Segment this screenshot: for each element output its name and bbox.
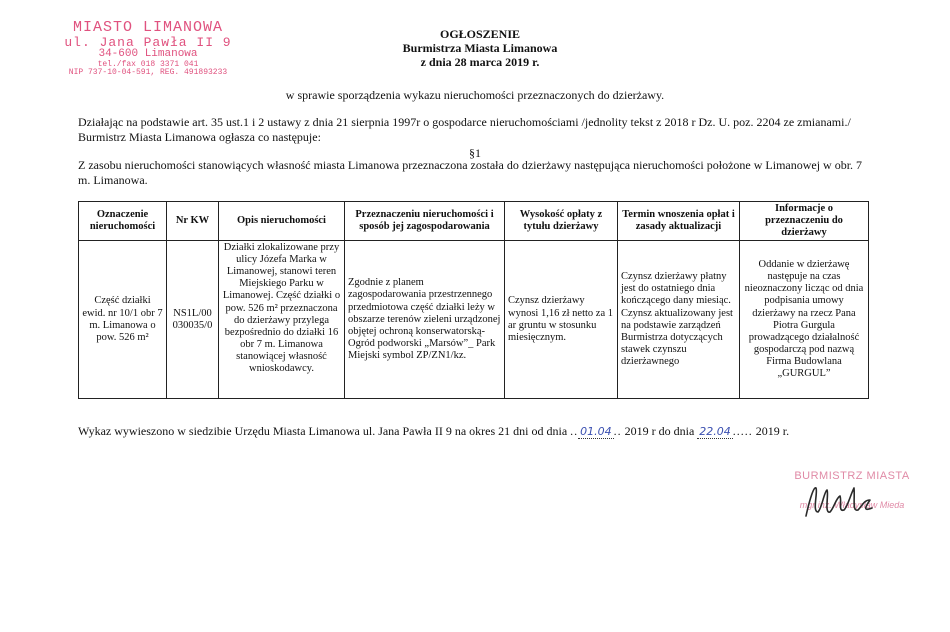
stamp-nip: NIP 737-10-04-591, REG. 491893233 bbox=[68, 68, 228, 78]
posting-date-to: 22.04 bbox=[699, 425, 731, 438]
document-date: z dnia 28 marca 2019 r. bbox=[420, 54, 540, 69]
header-terms: Termin wnoszenia opłat i zasady aktualizacji bbox=[618, 202, 740, 241]
stamp-zip: 34-600 Limanowa bbox=[98, 48, 198, 61]
cell-description: Działki zlokalizowane przy ulicy Józefa Marka w Limanowej, stanowi teren Miejskiego Parku w Limanowej. Część działki o pow. 526 m² przeznaczona do dzierżawy przylega bezpośrednio do działki 16 obr 7 m. Limanowa stanowiącej własność wnioskodawcy. bbox=[219, 241, 345, 399]
document-subject: w sprawie sporządzenia wykazu nieruchomości przeznaczonych do dzierżawy. bbox=[285, 88, 665, 102]
header-description: Opis nieruchomości bbox=[219, 202, 345, 241]
header-fee: Wysokość opłaty z tytułu dzierżawy bbox=[505, 202, 618, 241]
posting-text-after: 2019 r. bbox=[755, 424, 790, 438]
mayor-name: mgr inż. Władysław Mieda bbox=[799, 500, 905, 510]
header-purpose: Przeznaczeniu nieruchomości i sposób jej zagospodarowania bbox=[345, 202, 505, 241]
stamp-street: ul. Jana Pawła II 9 bbox=[64, 34, 232, 50]
cell-terms: Czynsz dzierżawy płatny jest do ostatniego dnia kończącego dany miesiąc. Czynsz aktualizowany jest na podstawie zarządzeń Burmistrza dotyczących stawek czynszu dzierżawnego bbox=[618, 241, 740, 399]
section-sign: §1 bbox=[469, 146, 481, 160]
document-title: OGŁOSZENIE bbox=[439, 27, 521, 41]
stamp-phone: tel./fax 018 3371 041 bbox=[97, 59, 199, 69]
posting-text-before: Wykaz wywieszono w siedzibie Urzędu Miasta Limanowa ul. Jana Pawła II 9 na okres 21 dni od dnia bbox=[78, 424, 568, 438]
posting-note: Wykaz wywieszono w siedzibie Urzędu Miasta Limanowa ul. Jana Pawła II 9 na okres 21 dni od dnia .. 01.04 .. 2019 r do dnia 22.04 ..... 2019 r. bbox=[78, 424, 790, 438]
intro-paragraph: Działając na podstawie art. 35 ust.1 i 2 ustawy z dnia 21 sierpnia 1997r o gospodarce nieruchomościami /jednolity tekst z 2018 r Dz. U. poz. 2204 ze zmianami./ Burmistrz Miasta Limanowa ogłasza co następuje: bbox=[78, 115, 851, 144]
document-header bbox=[330, 28, 630, 69]
cell-designation: Część działki ewid. nr 10/1 obr 7 m. Limanowa o pow. 526 m² bbox=[79, 241, 167, 399]
section-paragraph: Z zasobu nieruchomości stanowiących własność miasta Limanowa przeznaczona została do dzierżawy następująca nieruchomości położone w Limanowej w obr. 7 m. Limanowa. bbox=[78, 158, 863, 187]
cell-kw: NS1L/00 030035/0 bbox=[167, 241, 219, 399]
cell-info: Oddanie w dzierżawę następuje na czas nieoznaczony licząc od dnia podpisania umowy dzierżawy na rzecz Pana Piotra Gurgula prowadzącego działalność gospodarczą pod nazwą Firma Budowlana „GURGUL” bbox=[740, 241, 869, 399]
cell-purpose: Zgodnie z planem zagospodarowania przestrzennego przedmiotowa część działki leży w obszarze terenów zieleni urządzonej objętej ochroną konserwatorską- Ogród podworski „Marsów”_ Park Miejski symbol ZP/ZN1/kz. bbox=[345, 241, 505, 399]
posting-date-from: 01.04 bbox=[580, 425, 612, 438]
mayor-role: BURMISTRZ MIASTA bbox=[794, 470, 910, 482]
city-stamp bbox=[58, 20, 238, 78]
document-issuer: Burmistrza Miasta Limanowa bbox=[402, 40, 558, 55]
signature-mark bbox=[800, 478, 880, 523]
table-row bbox=[79, 241, 869, 399]
posting-text-middle: 2019 r do dnia bbox=[624, 424, 695, 438]
cell-fee: Czynsz dzierżawy wynosi 1,16 zł netto za 1 ar gruntu w stosunku miesięcznym. bbox=[505, 241, 618, 399]
header-designation: Oznaczenie nieruchomości bbox=[79, 202, 167, 241]
stamp-city: MIASTO LIMANOWA bbox=[72, 19, 224, 36]
property-table bbox=[78, 201, 869, 399]
header-kw: Nr KW bbox=[167, 202, 219, 241]
header-info: Informacje o przeznaczeniu do dzierżawy bbox=[740, 202, 869, 241]
